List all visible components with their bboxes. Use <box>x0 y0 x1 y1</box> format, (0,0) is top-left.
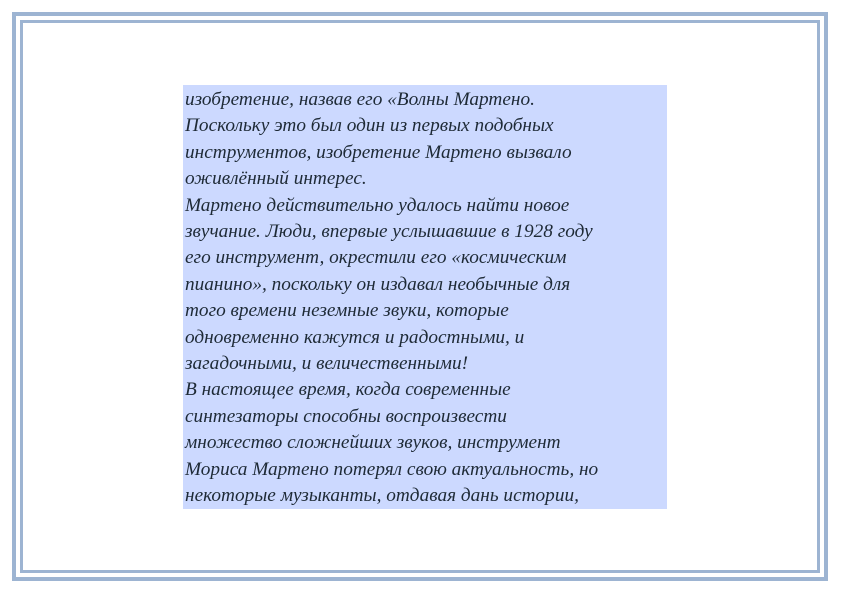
text-line: одновременно кажутся и радостными, и <box>185 326 525 348</box>
text-line: того времени неземные звуки, которые <box>185 300 509 322</box>
text-line: звучание. Люди, впервые услышавшие в 1928 году <box>185 221 593 243</box>
text-line: оживлённый интерес. <box>185 168 367 190</box>
text-line: его инструмент, окрестили его «космическим <box>185 247 567 269</box>
text-line: инструментов, изобретение Мартено вызвало <box>185 141 572 163</box>
text-line: В настоящее время, когда современные <box>185 379 511 401</box>
text-line: множество сложнейших звуков, инструмент <box>185 432 561 454</box>
paragraph-1 <box>185 87 667 193</box>
text-line: некоторые музыканты, отдавая дань истории, <box>185 485 579 507</box>
text-line: синтезаторы способны воспроизвести <box>185 405 507 427</box>
text-line: Поскольку это был один из первых подобных <box>185 115 554 137</box>
paragraph-3 <box>185 377 667 509</box>
text-box <box>183 85 667 509</box>
text-line: Мориса Мартено потерял свою актуальность, но <box>185 458 599 480</box>
text-line: пианино», поскольку он издавал необычные для <box>185 273 571 295</box>
text-line: изобретение, назвав его «Волны Мартено. <box>185 89 535 110</box>
text-line: загадочными, и величественными! <box>185 353 469 375</box>
paragraph-2 <box>185 193 667 378</box>
text-line: Мартено действительно удалось найти новое <box>185 194 570 216</box>
